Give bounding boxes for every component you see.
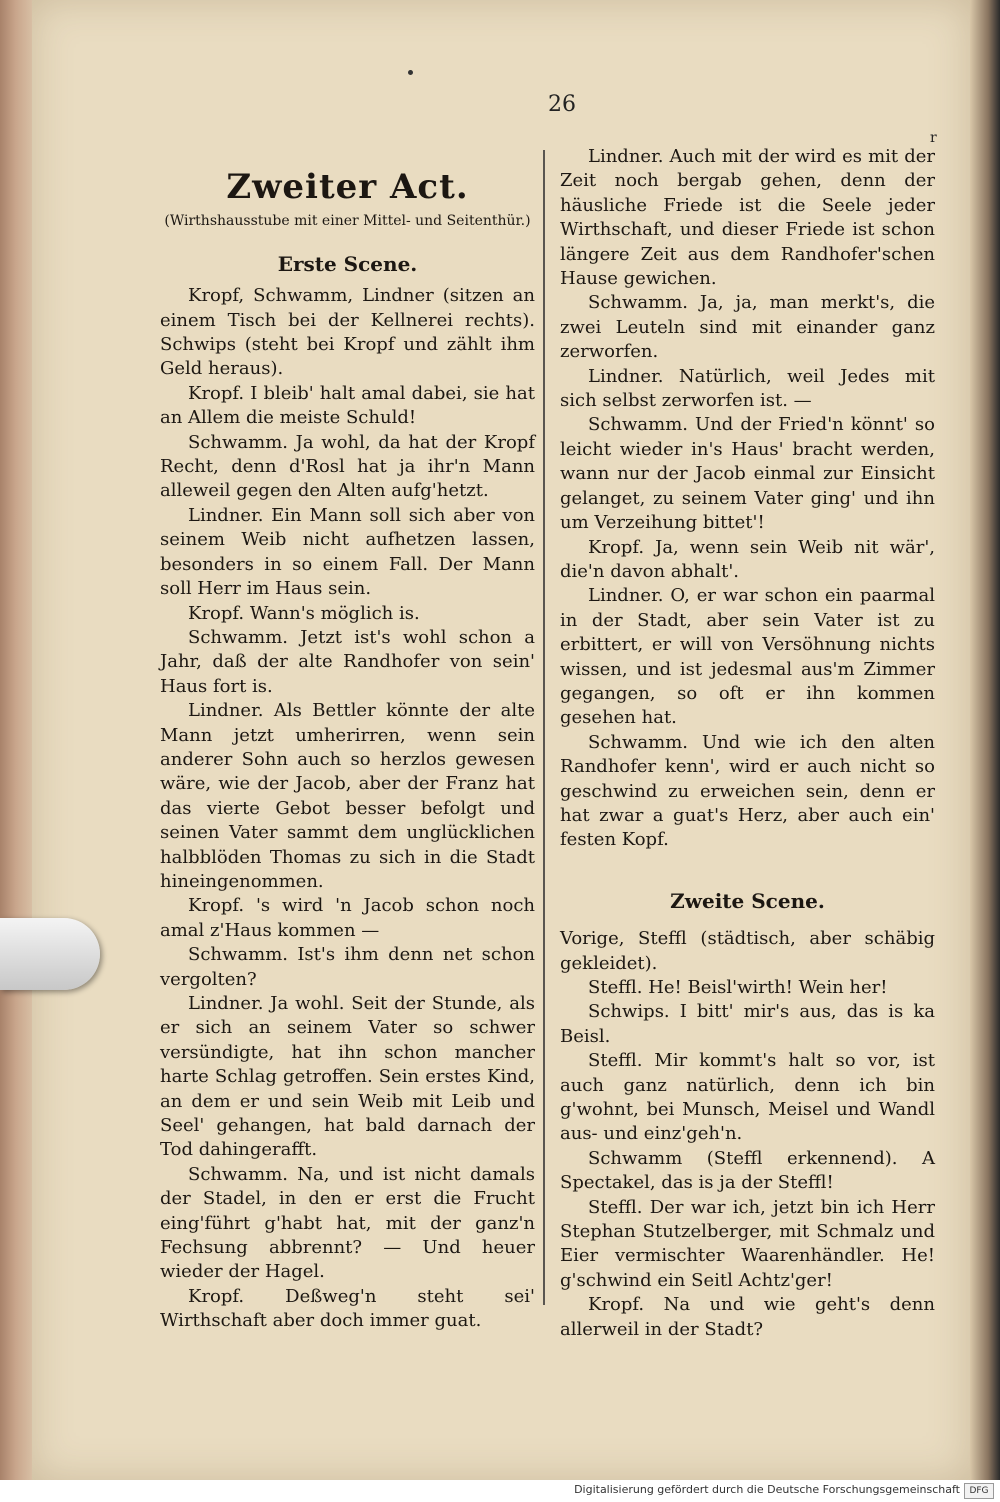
- paragraph: Schwips. I bitt' mir's aus, das is ka Beisl.: [560, 1001, 935, 1047]
- paragraph: Schwamm. Ja, ja, man merkt's, die zwei Leuteln sind mit einander ganz zerworfen.: [560, 292, 935, 363]
- scene-title-second: Zweite Scene.: [670, 888, 825, 913]
- scanner-clip-tab: [0, 918, 100, 990]
- footer-bar: [0, 1480, 1000, 1502]
- paragraph: Lindner. Als Bettler könnte der alte Mann jetzt umherirren, wenn sein anderer Sohn auch so herzlos gewesen wäre, wie der Jacob, aber der Franz hat das vierte Gebot besser befolgt und seinen Vater sammt dem unglücklichen halbblöden Thomas zu sich in die Stadt hineingenommen.: [160, 700, 535, 892]
- paragraph: Schwamm. Ja wohl, da hat der Kropf Recht, denn d'Rosl hat ja ihr'n Mann alleweil gegen den Alten aufg'hetzt.: [160, 431, 535, 502]
- paragraph: Lindner. O, er war schon ein paarmal in der Stadt, aber sein Vater ist zu erbittert, er will von Versöhnung nichts wissen, und ist jedesmal aus'm Zimmer gegangen, so oft er ihn kommen gesehen hat.: [560, 585, 935, 729]
- paragraph: Schwamm (Steffl erkennend). A Spectakel, das is ja der Steffl!: [560, 1147, 935, 1194]
- footer-credit: Digitalisierung gefördert durch die Deutsche Forschungsgemeinschaft: [574, 1483, 960, 1496]
- paragraph: Schwamm. Ist's ihm denn net schon vergolten?: [160, 944, 535, 990]
- paragraph: Kropf. 's wird 'n Jacob schon noch amal z'Haus kommen —: [160, 895, 535, 941]
- paragraph: Kropf. Wann's möglich is.: [188, 602, 420, 624]
- paragraph: Schwamm. Und der Fried'n könnt' so leicht wieder in's Haus' bracht werden, wann nur der Jacob einmal zur Einsicht gelanget, zu seinem Vater ging' und ihn um Verzeihung bittet'!: [560, 414, 935, 534]
- act-title: Zweiter Act.: [226, 167, 469, 207]
- stage-direction: (Wirthshausstube mit einer Mittel- und Seitenthür.): [164, 213, 531, 230]
- column-divider: [543, 150, 545, 1305]
- scene-title-first: Erste Scene.: [277, 251, 418, 276]
- page-number: 26: [548, 92, 576, 117]
- paragraph: Kropf. Deßweg'n steht sei' Wirthschaft aber doch immer guat.: [160, 1285, 535, 1332]
- paragraph: Kropf. I bleib' halt amal dabei, sie hat an Allem die meiste Schuld!: [160, 382, 535, 429]
- paragraph: Kropf. Ja, wenn sein Weib nit wär', die'n davon abhalt'.: [560, 536, 935, 582]
- left-column: [160, 167, 535, 1334]
- dfg-logo-icon: DFG: [964, 1483, 994, 1499]
- paragraph: Vorige, Steffl (städtisch, aber schäbig gekleidet).: [560, 928, 935, 974]
- paragraph: Steffl. He! Beisl'wirth! Wein her!: [588, 977, 888, 998]
- paragraph: Schwamm. Und wie ich den alten Randhofer kenn', wird er auch nicht so geschwind zu erweichen sein, denn er hat zwar a guat's Herz, aber auch ein' festen Kopf.: [560, 731, 935, 851]
- paragraph: Schwamm. Jetzt ist's wohl schon a Jahr, daß der alte Randhofer von sein' Haus fort is.: [160, 626, 535, 697]
- print-dot: [408, 70, 413, 75]
- corner-mark: r: [930, 130, 937, 146]
- paragraph: Kropf, Schwamm, Lindner (sitzen an einem Tisch bei der Kellnerei rechts). Schwips (steht bei Kropf und zählt ihm Geld heraus).: [160, 285, 535, 380]
- paragraph: Lindner. Auch mit der wird es mit der Zeit noch bergab gehen, denn der häusliche Friede ist die Seele jeder Wirthschaft, und dieser Friede ist schon längere Zeit aus dem Randhofer'schen Hause gewichen.: [560, 146, 935, 290]
- paragraph: Lindner. Ein Mann soll sich aber von seinem Weib nicht aufhetzen lassen, besonders in so einem Fall. Der Mann soll Herr im Haus sein.: [160, 504, 535, 600]
- paragraph: Steffl. Der war ich, jetzt bin ich Herr Stephan Stutzelberger, mit Schmalz und Eier vermischter Waarenhändler. He! g'schwind ein Seitl Achtz'ger!: [560, 1196, 935, 1291]
- paragraph: Lindner. Ja wohl. Seit der Stunde, als er sich an seinem Vater so schwer versündigte, hat ihn schon mancher harte Schlag getroffen. Sein erstes Kind, an dem er und sein Weib mit Leib und Seel' gehangen, hat bald darnach der Tod dahingerafft.: [160, 993, 535, 1161]
- right-column: [560, 145, 935, 1342]
- paragraph: Steffl. Mir kommt's halt so vor, ist auch ganz natürlich, denn ich bin g'wohnt, bei Munsch, Meisel und Wandl aus- und einz'geh'n.: [560, 1050, 935, 1145]
- page-right-edge: [970, 0, 1000, 1480]
- paragraph: Lindner. Natürlich, weil Jedes mit sich selbst zerworfen ist. —: [560, 365, 935, 412]
- paragraph: Schwamm. Na, und ist nicht damals der Stadel, in den er erst die Frucht eing'führt g'habt hat, mit der ganz'n Fechsung abbrennt? — Und heuer wieder der Hagel.: [160, 1163, 535, 1283]
- paragraph: Kropf. Na und wie geht's denn allerweil in der Stadt?: [560, 1294, 935, 1340]
